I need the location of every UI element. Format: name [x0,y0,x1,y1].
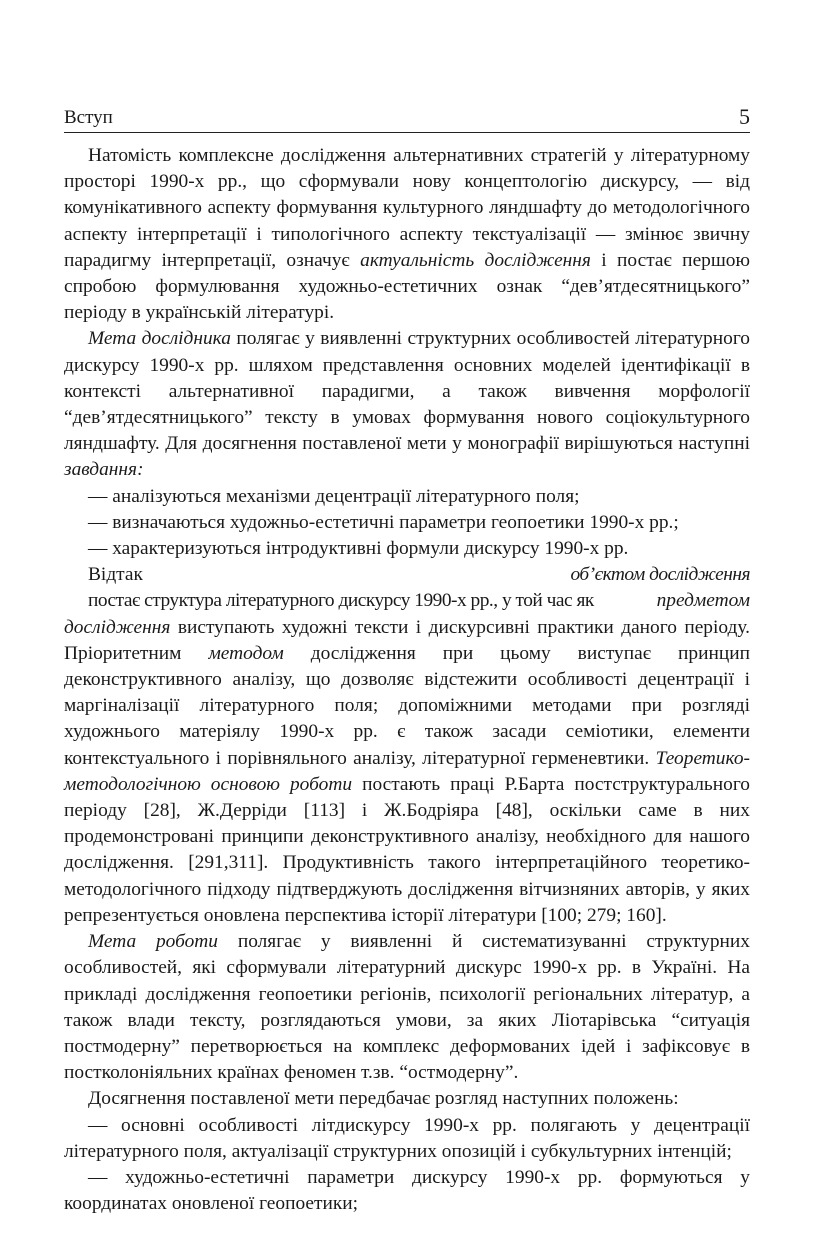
list-item-provision: — основні особливості літдискурсу 1990-х рр. полягають у децентрації літературного поля, актуалізації структурних опозицій і субкультурних інтенцій; [64,1114,750,1162]
body-text [64,143,750,1217]
list-item-task: — аналізуються механізми децентрації літературного поля; [88,485,580,507]
text-run: Відтак [88,564,143,586]
emphasis-method: методом [208,642,284,664]
emphasis-object: об’єктом дослідження [570,564,750,586]
emphasis-tasks: завдання: [64,459,144,481]
text-run: дослідження при цьому виступає принцип деконструктивного аналізу, що дозволяє відстежити особливості децентрації і маргіналізації літературного поля; допоміжними методами при розгляді художнього матеріялу 1990-х рр. є також засади семіотики, елементи контекстуального і порівняльного аналізу, літературної герменевтики. [64,642,750,769]
list-item-task: — характеризуються інтродуктивні формули дискурсу 1990-х рр. [88,538,629,560]
list-item-provision: — художньо-естетичні параметри дискурсу 1990-х рр. формуються у координатах оновленої геопоетики; [64,1166,750,1215]
paragraph-work-goal [64,929,750,1086]
text-run: Натомість комплексне дослідження альтернативних стратегій у літературному просторі 1990-х рр., що сформували нову концептологію дискурсу, — від комунікативного аспекту формування культурного ляндшафту до методологічного аспекту інтерпретації і типологічного аспекту текстуалізації — змінює звичну парадигму інтерпретації, означує [64,145,750,271]
text-run: полягає у виявленні й систематизуванні структурних особливостей, які сформували літературний дискурс 1990-х рр. в Україні. На прикладі дослідження геопоетики регіонів, психології регіональних літератур, а також влади тексту, розглядаються умови, за яких Ліотарівська “ситуація постмодерну” перетворюється на комплекс деформованих ідей і зафіксовує в постколоніяльних країнах феномен т.зв. “остмодерну”. [64,931,750,1084]
emphasis-subject: предметом дослідження [64,590,750,638]
paragraph-researcher-goal [64,326,750,483]
running-header [64,104,750,133]
emphasis-relevance: актуальність дослідження [360,249,591,271]
emphasis-researcher-goal: Мета дослідника [88,328,231,350]
emphasis-work-goal: Мета роботи [88,931,218,953]
emphasis-theoretical-basis: Теоретико-методологічною основою роботи [64,747,750,795]
paragraph-relevance [64,143,750,326]
paragraph-provisions-intro: Досягнення поставленої мети передбачає розгляд наступних положень: [88,1088,679,1110]
running-title: Вступ [64,107,113,128]
paragraph-object-method [64,562,750,929]
text-run: полягає у виявленні структурних особливостей літературного дискурсу 1990-х рр. шляхом представлення основних моделей ідентифікації в контексті альтернативної парадигми, а також вивчення морфології “дев’ятдесятницького” тексту в умовах формування нового соціокультурного ляндшафту. Для досягнення поставленої мети у монографії вирішуються наступні [64,328,750,455]
list-item-task: — визначаються художньо-естетичні параметри геопоетики 1990-х рр.; [88,511,679,533]
text-run: постають праці Р.Барта постструктурального періоду [28], Ж.Дерріди [113] і Ж.Бодріяра [48], оскільки саме в них продемонстровані принципи деконструктивного аналізу, необхідного для нашого дослідження. [291,311]. Продуктивність такого інтерпретаційного теоретико-методологічного підходу підтверджують дослідження вітчизняних авторів, у яких репрезентується оновлена перспектива історії літератури [100; 279; 160]. [64,773,750,926]
page-number: 5 [739,104,750,129]
text-run: виступають художні тексти і дискурсивні практики даного періоду. Пріоритетним [64,616,750,664]
text-run: постає структура літературного дискурсу 1990-х рр., у той час як [88,590,594,612]
text-run: і постає першою спробою формулювання художньо-естетичних ознак “дев’ятдесятницького” періоду в українській літературі. [64,249,750,324]
